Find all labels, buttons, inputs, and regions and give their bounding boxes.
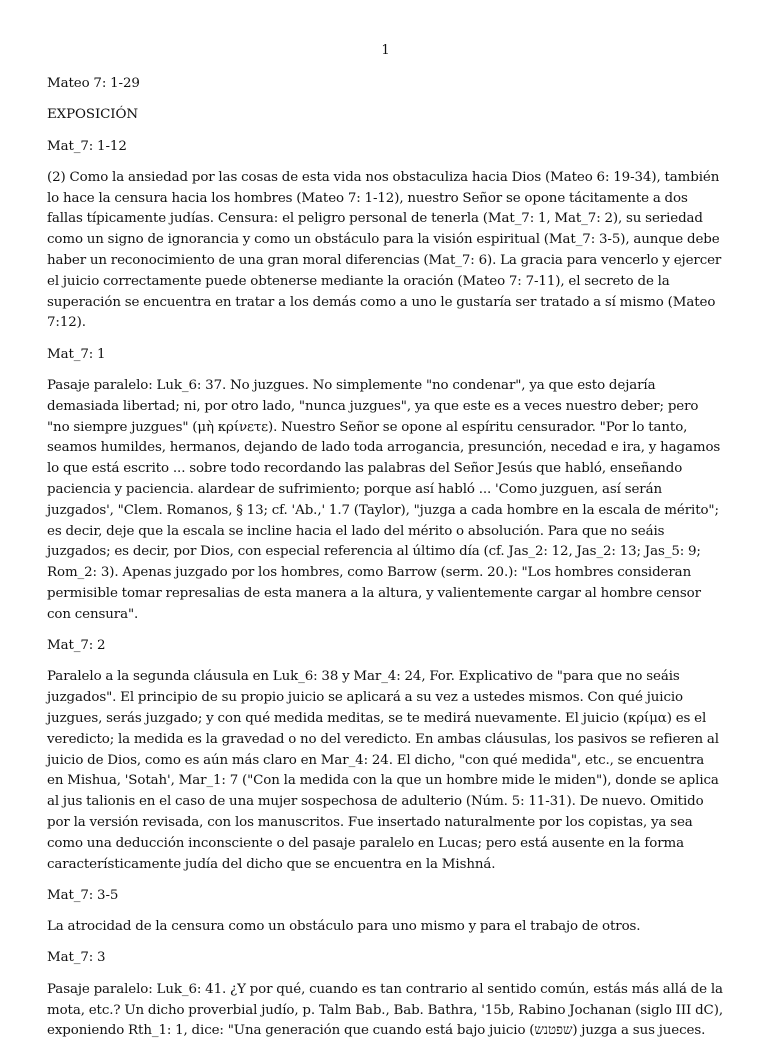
section-title: EXPOSICIÓN bbox=[47, 107, 138, 123]
paragraph: Pasaje paralelo: Luk_6: 41. ¿Y por qué, cuando es tan contrario al sentido común, estás más allá de la mota, etc.? Un dicho proverbial judío, p. Talm Bab., Bab. Bathra, '15b, Rabino Jochanan (siglo III dC), exponiendo Rth_1: 1, dice: "Una generación que cuando está bajo juicio (שפטנש) juzga a sus jueces. bbox=[47, 981, 723, 1039]
verse-reference: Mat_7: 3-5 bbox=[47, 887, 119, 903]
verse-reference: Mat_7: 2 bbox=[47, 638, 106, 654]
verse-reference: Mat_7: 1-12 bbox=[47, 138, 127, 154]
page-number: 1 bbox=[381, 43, 390, 58]
passage-heading: Mateo 7: 1-29 bbox=[47, 76, 140, 91]
paragraph: (2) Como la ansiedad por las cosas de esta vida nos obstaculiza hacia Dios (Mateo 6: 19-34), también lo hace la censura hacia los hombres (Mateo 7: 1-12), nuestro Señor se opone tácitamente a dos fallas típicamente judías. Censura: el peligro personal de tenerla (Mat_7: 1, Mat_7: 2), su seriedad como un signo de ignorancia y como un obstáculo para la visión espiritual (Mat_7: 3-5), aunque debe haber un reconocimiento de una gran moral diferencias (Mat_7: 6). La gracia para vencerlo y ejercer el juicio correctamente puede obtenerse mediante la oración (Mateo 7: 7-11), el secreto de la superación se encuentra en tratar a los demás como a uno le gustaría ser tratado a sí mismo (Mateo 7:12). bbox=[47, 169, 722, 331]
paragraph: Pasaje paralelo: Luk_6: 37. No juzgues. No simplemente "no condenar", ya que esto dejaría demasiada libertad; ni, por otro lado, "nunca juzgues", ya que este es a veces nuestro deber; pero "no siempre juzgues" (μὴ κρίνετε). Nuestro Señor se opone al espíritu censurador. "Por lo tanto, seamos humildes, hermanos, dejando de lado toda arrogancia, presunción, necedad e ira, y hagamos lo que está escrito ... sobre todo recordando las palabras del Señor Jesús que habló, enseñando paciencia y paciencia. alardear de sufrimiento; porque así habló ... 'Como juzguen, así serán juzgados', "Clem. Romanos, § 13; cf. 'Ab.,' 1.7 (Taylor), "juzga a cada hombre en la escala de mérito"; es decir, deje que la escala se incline hacia el lado del mérito o absolución. Para que no seáis juzgados; es decir, por Dios, con especial referencia al último día (cf. Jas_2: 12, Jas_2: 13; Jas_5: 9; Rom_2: 3). Apenas juzgado por los hombres, como Barrow (serm. 20.): "Los hombres consideran permisible tomar represalias de esta manera a la altura, y valientemente cargar al hombre censor con censura". bbox=[47, 378, 721, 622]
paragraph: Paralelo a la segunda cláusula en Luk_6: 38 y Mar_4: 24, For. Explicativo de "para que no seáis juzgados". El principio de su propio juicio se aplicará a su vez a ustedes mismos. Con qué juicio juzgues, serás juzgado; y con qué medida meditas, se te medirá nuevamente. El juicio (κρίμα) es el veredicto; la medida es la gravedad o no del veredicto. En ambas cláusulas, los pasivos se refieren al juicio de Dios, como es aún más claro en Mar_4: 24. El dicho, "con qué medida", etc., se encuentra en Mishua, 'Sotah', Mar_1: 7 ("Con la medida con la que un hombre mide le miden"), donde se aplica al jus talionis en el caso de una mujer sospechosa de adulterio (Núm. 5: 11-31). De nuevo. Omitido por la versión revisada, con los manuscritos. Fue insertado naturalmente por los copistas, ya sea como una deducción inconsciente o del pasaje paralelo en Lucas; pero está ausente en la forma característicamente judía del dicho que se encuentra en la Mishná. bbox=[47, 669, 719, 872]
verse-reference: Mat_7: 3 bbox=[47, 950, 106, 966]
verse-reference: Mat_7: 1 bbox=[47, 346, 106, 362]
paragraph: La atrocidad de la censura como un obstáculo para uno mismo y para el trabajo de otros. bbox=[47, 919, 641, 935]
